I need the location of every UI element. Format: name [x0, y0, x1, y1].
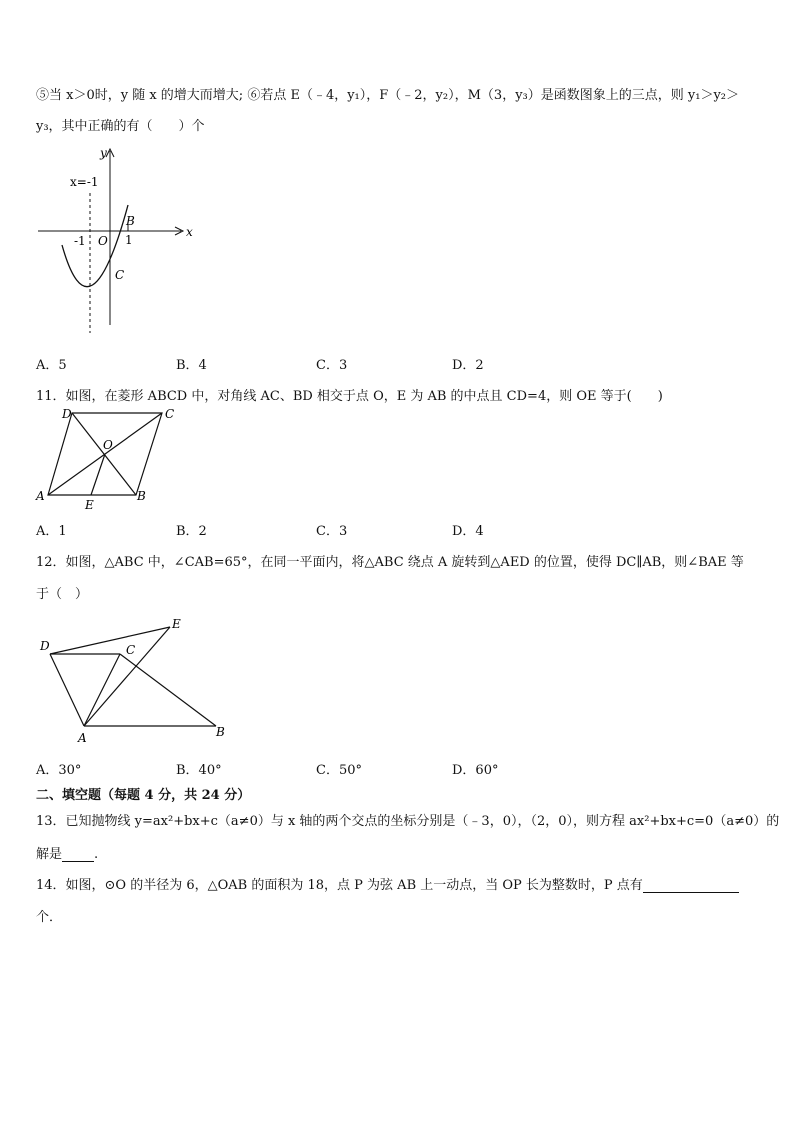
q11-option-d[interactable]: D．4: [452, 524, 484, 539]
q11-option-b[interactable]: B．2: [176, 524, 207, 539]
q12-option-a[interactable]: A．30°: [36, 763, 82, 778]
q14-line1: [36, 874, 739, 893]
q10-line1: ⑤当 x＞0时，y 随 x 的增大而增大; ⑥若点 E（﹣4，y₁），F（﹣2，y₂），M（3，y₃）是函数图象上的三点，则 y₁＞y₂＞: [36, 88, 739, 103]
point-b-label: B: [126, 214, 135, 228]
tick-neg1-label: -1: [74, 234, 86, 248]
tick-1-label: 1: [125, 233, 133, 247]
point-e-label: E: [85, 498, 94, 512]
q10-option-a[interactable]: A．5: [36, 358, 67, 373]
point-c-label: C: [126, 643, 136, 657]
q10-option-c[interactable]: C．3: [316, 358, 348, 373]
q12-line1: 12．如图，△ABC 中，∠CAB=65°，在同一平面内，将△ABC 绕点 A 旋转到△AED 的位置，使得 DC∥AB，则∠BAE 等: [36, 555, 744, 570]
point-a-label: A: [78, 731, 87, 745]
vertex-d-label: D: [62, 407, 72, 421]
q14-line2: 个．: [36, 910, 63, 925]
q11-stem: 11．如图，在菱形 ABCD 中，对角线 AC、BD 相交于点 O，E 为 AB 的中点且 CD=4，则 OE 等于( ): [36, 389, 663, 404]
vertex-a-label: A: [36, 489, 45, 503]
vertex-c-label: C: [165, 407, 174, 421]
q12-option-d[interactable]: D．60°: [452, 763, 499, 778]
point-o-label: O: [103, 438, 113, 452]
section-title: 二、填空题（每题 4 分，共 24 分）: [36, 788, 251, 803]
segment-oe: [91, 454, 105, 495]
q12-line2: 于（ ）: [36, 587, 89, 602]
segment-ae: [84, 627, 170, 726]
point-d-label: D: [40, 639, 50, 653]
q11-option-c[interactable]: C．3: [316, 524, 348, 539]
symmetry-label: x=-1: [70, 175, 99, 189]
q13-line2-prefix: 解是: [36, 847, 63, 862]
q10-option-b[interactable]: B．4: [176, 358, 207, 373]
q12-option-b[interactable]: B．40°: [176, 763, 222, 778]
q10-option-d[interactable]: D．2: [452, 358, 484, 373]
q13-answer-blank[interactable]: [62, 847, 94, 862]
point-e-label: E: [172, 617, 181, 631]
q10-line2: y₃，其中正确的有（ ）个: [36, 119, 205, 134]
q14-line1-text: 14．如图，⊙O 的半径为 6，△OAB 的面积为 18，点 P 为弦 AB 上一动点，当 OP 长为整数时，P 点有: [36, 878, 643, 893]
point-b-label: B: [216, 725, 225, 739]
x-axis-label: x: [186, 225, 193, 239]
q11-option-a[interactable]: A．1: [36, 524, 67, 539]
q14-answer-blank[interactable]: [643, 878, 739, 893]
diagonal-bd: [72, 413, 136, 495]
segment-cb: [120, 654, 216, 726]
y-axis-label: y: [100, 146, 107, 160]
segment-de: [50, 627, 170, 654]
q11-rhombus-figure: [34, 403, 174, 513]
origin-label: O: [98, 234, 108, 248]
vertex-b-label: B: [137, 489, 146, 503]
point-c-label: C: [115, 268, 125, 282]
q13-line1: 13．已知抛物线 y=ax²+bx+c（a≠0）与 x 轴的两个交点的坐标分别是（﹣3，0），（2，0），则方程 ax²+bx+c=0（a≠0）的: [36, 814, 780, 829]
q10-parabola-graph: [36, 145, 206, 335]
segment-da: [50, 654, 84, 726]
q13-line2-suffix: .: [94, 847, 99, 862]
q13-line2: [36, 843, 98, 862]
q12-rotation-figure: [36, 612, 236, 747]
q12-option-c[interactable]: C．50°: [316, 763, 362, 778]
